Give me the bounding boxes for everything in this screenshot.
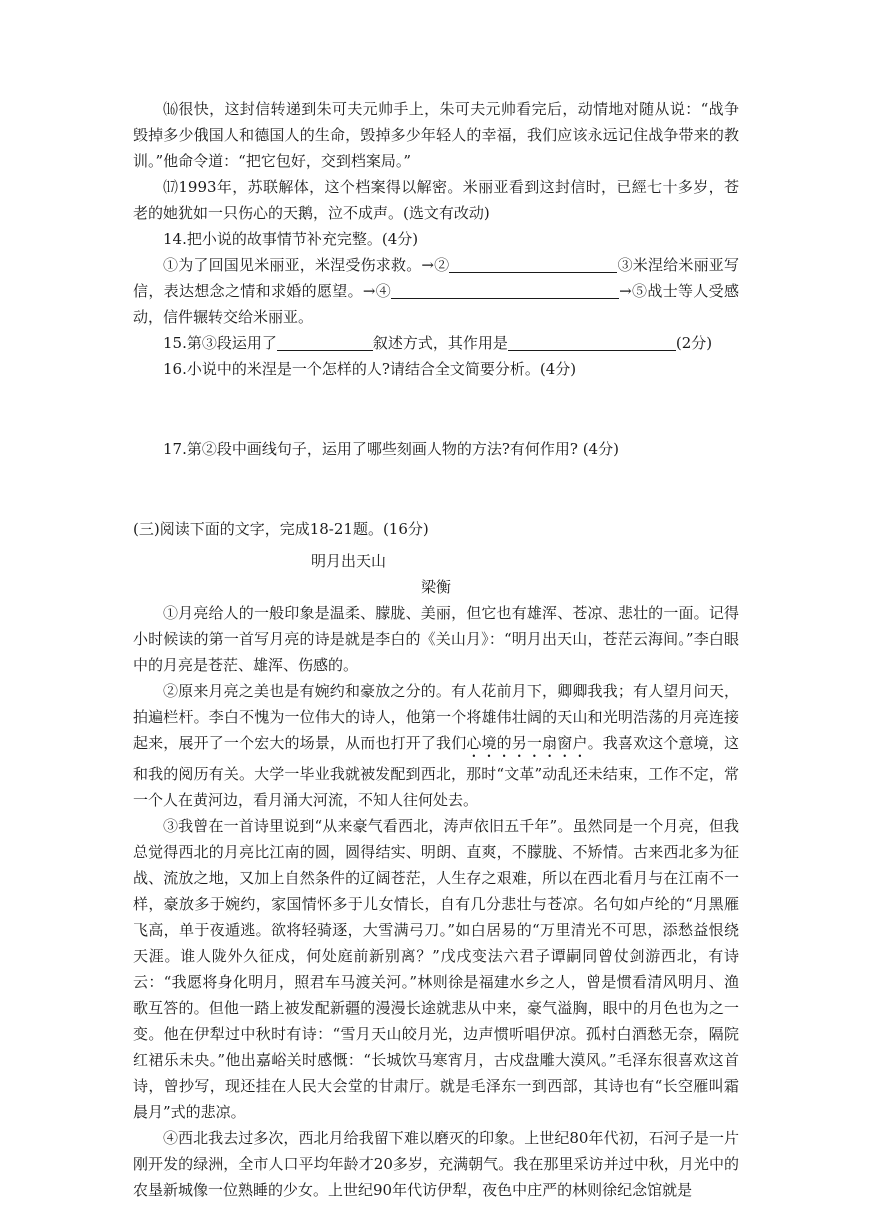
q14-part3: →⑤战士等人受感动，信件辗转交给米丽亚。 bbox=[133, 282, 739, 326]
q15-part1: 15.第③段运用了 bbox=[163, 334, 277, 352]
q14-part1: ①为了回国见米丽亚，米涅受伤求救。→② bbox=[163, 256, 450, 274]
q17-answer-space[interactable] bbox=[133, 462, 739, 516]
question-14-title: 14.把小说的故事情节补充完整。(4分) bbox=[163, 230, 419, 248]
question-15 bbox=[133, 330, 739, 356]
question-16: 16.小说中的米涅是一个怎样的人?请结合全文简要分析。(4分) bbox=[163, 360, 577, 378]
q14-answer-blank-4[interactable] bbox=[391, 280, 619, 299]
p2-text-part2: 。我喜欢这个意境，这和我的阅历有关。大学一毕业我就被发配到西北，那时“文革”动乱还未结束，工作不定，常一个人在黄河边，看月涌大河流，不知人往何处去。 bbox=[133, 734, 739, 809]
p2-emphasis-text: 心境的另一扇窗户 bbox=[466, 734, 588, 752]
q15-answer-blank-effect[interactable] bbox=[508, 332, 676, 351]
article-paragraph-1: ①月亮给人的一般印象是温柔、朦胧、美丽，但它也有雄浑、苍凉、悲壮的一面。记得小时候读的第一首写月亮的诗是就是李白的《关山月》：“明月出天山，苍茫云海间。”李白眼中的月亮是苍茫、雄浑、伤感的。 bbox=[133, 604, 739, 674]
article-paragraph-4: ④西北我去过多次，西北月给我留下难以磨灭的印象。上世纪80年代初，石河子是一片刚开发的绿洲，全市人口平均年龄才20多岁，充满朝气。我在那里采访并过中秋，月光中的农垦新城像一位熟睡的少女。上世纪90年代访伊犁，夜色中庄严的林则徐纪念馆就是 bbox=[133, 1129, 739, 1199]
q14-part2: ③米涅给米丽亚写信，表达想念之情和求婚的愿望。→④ bbox=[133, 256, 739, 300]
article-title: 明月出天山 bbox=[311, 552, 387, 570]
exam-page bbox=[133, 96, 739, 1203]
question-14-body bbox=[133, 252, 739, 330]
q14-answer-blank-2[interactable] bbox=[449, 254, 617, 273]
q15-answer-blank-method[interactable] bbox=[277, 332, 373, 351]
q15-part3: (2分) bbox=[675, 334, 713, 352]
p2-text-part1: ②原来月亮之美也是有婉约和豪放之分的。有人花前月下，卿卿我我；有人望月问天，拍遍栏杆。李白不愧为一位伟大的诗人，他第一个将雄伟壮阔的天山和光明浩荡的月亮连接起来，展开了一个宏大的场景，从而也打开了我们 bbox=[133, 682, 739, 752]
article-author: 梁衡 bbox=[420, 578, 451, 596]
article-paragraph-2 bbox=[133, 678, 739, 813]
article-paragraph-3: ③我曾在一首诗里说到“从来豪气看西北，涛声依旧五千年”。虽然同是一个月亮，但我总觉得西北的月亮比江南的圆，圆得结实、明朗、直爽，不朦胧、不矫情。古来西北多为征战、流放之地，又加上自然条件的辽阔苍茫，人生存之艰难，所以在西北看月与在江南不一样，豪放多于婉约，家国情怀多于儿女情长，自有几分悲壮与苍凉。名句如卢纶的“月黑雁飞高，单于夜遁逃。欲将轻骑逐，大雪满弓刀。”如白居易的“万里清光不可思，添愁益恨绕天涯。谁人陇外久征戍，何处庭前新别离？”戊戌变法六君子谭嗣同曾仗剑游西北，有诗云：“我愿将身化明月，照君车马渡关河。”林则徐是福建水乡之人，曾是惯看清风明月、渔歌互答的。但他一踏上被发配新疆的漫漫长途就悲从中来，豪气溢胸，眼中的月色也为之一变。他在伊犁过中秋时有诗：“雪月天山皎月光，边声惯听唱伊凉。孤村白酒愁无奈，隔院红裙乐未央。”他出嘉峪关时感慨：“长城饮马寒宵月，古戍盘雕大漠风。”毛泽东很喜欢这首诗，曾抄写，现还挂在人民大会堂的甘肃厅。就是毛泽东一到西部，其诗也有“长空雁叫霜晨月”式的悲凉。 bbox=[133, 817, 739, 1121]
q16-answer-space[interactable] bbox=[133, 382, 739, 436]
story-paragraph-16: ⒃很快，这封信转递到朱可夫元帅手上，朱可夫元帅看完后，动情地对随从说：“战争毁掉多少俄国人和德国人的生命，毁掉多少年轻人的幸福，我们应该永远记住战争带来的教训。”他命令道：“把它包好，交到档案局。” bbox=[133, 100, 739, 170]
question-17: 17.第②段中画线句子，运用了哪些刻画人物的方法?有何作用? (4分) bbox=[163, 440, 619, 458]
q15-part2: 叙述方式，其作用是 bbox=[372, 334, 508, 352]
story-paragraph-17: ⒄1993年，苏联解体，这个档案得以解密。米丽亚看到这封信时，已經七十多岁，苍老的她犹如一只伤心的天鹅，泣不成声。(选文有改动) bbox=[133, 178, 739, 222]
section-3-heading: (三)阅读下面的文字，完成18-21题。(16分) bbox=[133, 520, 429, 538]
